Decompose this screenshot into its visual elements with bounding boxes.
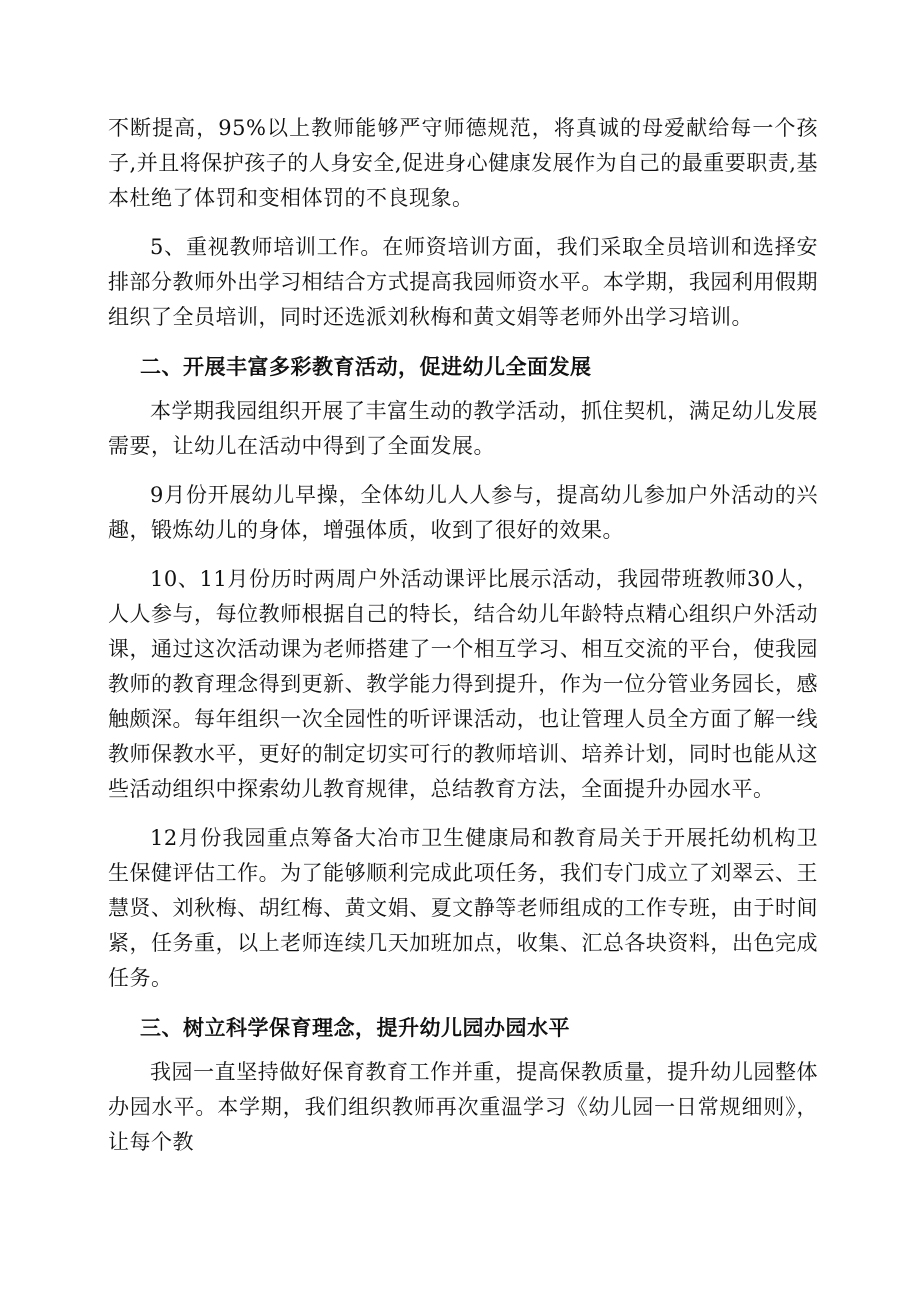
paragraph-care-education: 我园一直坚持做好保育教育工作并重，提高保教质量，提升幼儿园整体办园水平。本学期，我们组织教师再次重温学习《幼儿园一日常规细则》，让每个教 — [108, 1060, 818, 1154]
section-heading-care-philosophy: 三、树立科学保育理念，提升幼儿园办园水平 — [140, 1015, 570, 1040]
paragraph-teacher-ethics: 不断提高，95%以上教师能够严守师德规范，将真诚的母爱献给每一个孩子,并且将保护孩子的人身安全,促进身心健康发展作为自己的最重要职责,基本杜绝了体罚和变相体罚的不良现象。 — [108, 116, 818, 210]
document-page — [108, 111, 818, 1160]
paragraph-december-health-evaluation: 12月份我园重点筹备大冶市卫生健康局和教育局关于开展托幼机构卫生保健评估工作。为了能够顺利完成此项任务，我们专门成立了刘翠云、王慧贤、刘秋梅、胡红梅、黄文娟、夏文静等老师组成的工作专班，由于时间紧，任务重，以上老师连续几天加班加点，收集、汇总各块资料，出色完成任务。 — [108, 826, 818, 990]
section-heading-activities: 二、开展丰富多彩教育活动，促进幼儿全面发展 — [140, 354, 592, 379]
paragraph-activities-intro: 本学期我园组织开展了丰富生动的教学活动，抓住契机，满足幼儿发展需要，让幼儿在活动中得到了全面发展。 — [108, 399, 818, 458]
paragraph-oct-nov-lessons: 10、11月份历时两周户外活动课评比展示活动，我园带班教师30人，人人参与，每位教师根据自己的特长，结合幼儿年龄特点精心组织户外活动课，通过这次活动课为老师搭建了一个相互学习、相互交流的平台，使我园教师的教育理念得到更新、教学能力得到提升，作为一位分管业务园长，感触颇深。每年组织一次全园性的听评课活动，也让管理人员全方面了解一线教师保教水平，更好的制定切实可行的教师培训、培养计划，同时也能从这些活动组织中探索幼儿教育规律，总结教育方法，全面提升办园水平。 — [108, 567, 818, 801]
paragraph-september-exercise: 9月份开展幼儿早操，全体幼儿人人参与，提高幼儿参加户外活动的兴趣，锻炼幼儿的身体，增强体质，收到了很好的效果。 — [108, 483, 818, 542]
paragraph-teacher-training: 5、重视教师培训工作。在师资培训方面，我们采取全员培训和选择安排部分教师外出学习相结合方式提高我园师资水平。本学期，我园利用假期组织了全员培训，同时还选派刘秋梅和黄文娟等老师外出学习培训。 — [108, 235, 818, 329]
